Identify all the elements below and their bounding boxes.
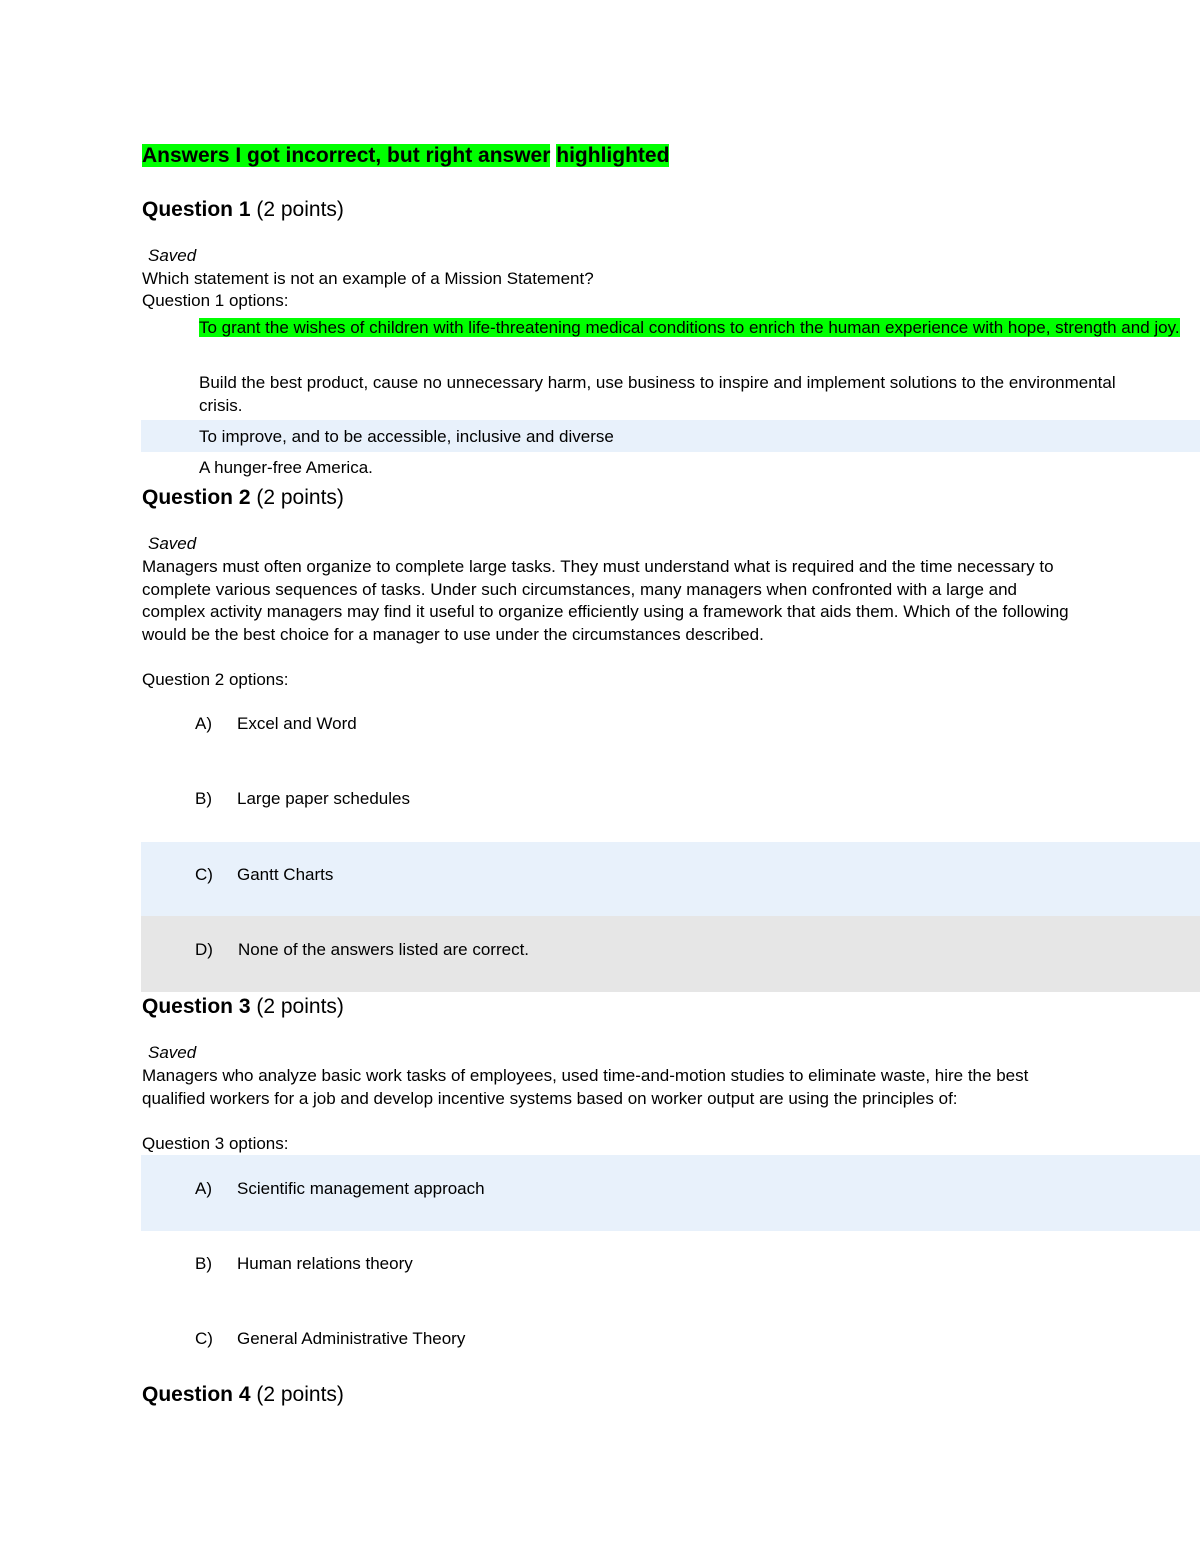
question-2-options-label: Question 2 options: [142,670,289,689]
question-1-option-4[interactable]: A hunger-free America. [199,458,373,477]
question-1-saved-status: Saved [148,246,197,265]
question-3-option-a-letter: A) [195,1179,212,1198]
question-2-text: Managers must often organize to complete large tasks. They must understand what is required and the time necessary to complete various sequences of tasks. Under such circumstances, many managers when confronted with a large and complex activity managers may find it useful to organize efficiently using a framework that aids them. Which of the following would be the best choice for a manager to use under the circumstances described. [142,557,1069,644]
question-3-points: (2 points) [256,995,344,1018]
question-2-option-c-letter: C) [195,865,213,884]
question-3-title [142,993,344,1021]
question-4-points: (2 points) [256,1383,344,1406]
question-2-option-a[interactable]: Excel and Word [237,714,357,733]
heading-highlight-1: Answers I got incorrect, but right answer [142,144,551,167]
question-1-option-1[interactable] [199,317,1194,340]
question-2-option-d-letter: D) [195,940,213,959]
question-2-option-d[interactable]: None of the answers listed are correct. [238,940,530,959]
correct-answer-highlight: To grant the wishes of children with life-threatening medical conditions to enrich the human experience with hope, strength and joy. [199,318,1180,337]
question-3-label: Question 3 [142,995,251,1018]
question-2-option-a-letter: A) [195,714,212,733]
question-3-text: Managers who analyze basic work tasks of employees, used time-and-motion studies to eliminate waste, hire the best qualified workers for a job and develop incentive systems based on worker output are using the principles of: [142,1066,1029,1108]
question-3-option-b[interactable]: Human relations theory [237,1254,413,1273]
question-2-saved-status: Saved [148,534,197,553]
question-1-label: Question 1 [142,198,251,221]
question-4-label: Question 4 [142,1383,251,1406]
question-4-title [142,1381,344,1409]
question-2-title [142,484,344,512]
question-2-points: (2 points) [256,486,344,509]
question-2-option-b-letter: B) [195,789,212,808]
question-1-title [142,196,344,224]
question-3-saved-status: Saved [148,1043,197,1062]
question-2-label: Question 2 [142,486,251,509]
question-3-options-label: Question 3 options: [142,1134,289,1153]
question-2-option-c[interactable]: Gantt Charts [237,865,334,884]
question-1-option-3[interactable]: To improve, and to be accessible, inclusive and diverse [199,427,614,446]
heading-highlight-2: highlighted [556,144,670,167]
question-1-option-2[interactable]: Build the best product, cause no unnecessary harm, use business to inspire and implement solutions to the environmental crisis. [199,373,1116,415]
question-3-option-a[interactable]: Scientific management approach [237,1179,485,1198]
question-3-option-c-letter: C) [195,1329,213,1348]
question-2-option-b[interactable]: Large paper schedules [237,789,410,808]
question-3-option-c[interactable]: General Administrative Theory [237,1329,466,1348]
question-1-points: (2 points) [256,198,344,221]
page-heading [142,141,669,171]
question-3-option-b-letter: B) [195,1254,212,1273]
question-1-text: Which statement is not an example of a Mission Statement? [142,269,594,288]
question-1-options-label: Question 1 options: [142,291,289,310]
